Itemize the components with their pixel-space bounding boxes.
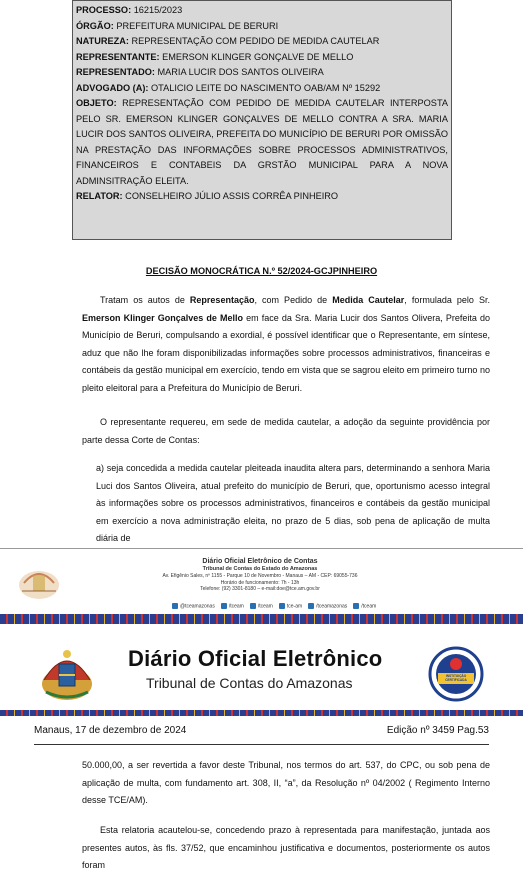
band-gap: [0, 624, 523, 629]
row-natureza: NATUREZA: REPRESENTAÇÃO COM PEDIDO DE MEDIDA CAUTELAR: [76, 36, 380, 46]
paragraph-3: 50.000,00, a ser revertida a favor deste Tribunal, nos termos do art. 537, do CPC, ou sob pena de aplicação de multa, com fundamento art. 308, II, “a”, da Resolução nº 04/2002 ( Regimento Interno desse TCE/AM).: [82, 760, 490, 805]
linkedin-link[interactable]: /tceam: [353, 603, 376, 609]
page-footer: [0, 548, 523, 607]
edition-date: Manaus, 17 de dezembro de 2024: [34, 725, 187, 736]
facebook-icon: [221, 603, 227, 609]
row-processo: PROCESSO: 16215/2023: [76, 5, 183, 15]
instagram-icon: [172, 603, 178, 609]
decision-title: DECISÃO MONOCRÁTICA N.º 52/2024-GCJPINHEIRO: [145, 266, 378, 276]
youtube-link[interactable]: tce-am: [279, 603, 302, 609]
masthead-title: Diário Oficial Eletrônico: [128, 646, 383, 671]
paragraph-4: Esta relatoria acautelou-se, concedendo prazo à representada para manifestação, juntada aos presentes autos, às fls. 37/52, que encaminhou justificativa e documentos, posteriormente os autos foram: [82, 825, 490, 870]
masthead-subtitle: Tribunal de Contas do Amazonas: [146, 675, 353, 691]
paragraph-1: Tratam os autos de Representação, com Pedido de Medida Cautelar, formulada pelo Sr. Emerson Klinger Gonçalves de Mello em face da Sra. Maria Lucir dos Santos Olivera, Prefeita do Município de Beruri, compulsando a exordial, é possível identificar que o Representante, em síntese, aduz que não lhe foram disponibilizadas informações sobre processos administrativos, financeiras e contábeis da gestão municipal em exercício, tendo em vista que se sagrou eleito em primeiro turno no pleito eleitoral para a Prefeitura do Município de Beruri.: [82, 295, 491, 393]
social-links: [172, 603, 376, 609]
twitter-icon: [250, 603, 256, 609]
process-info-box: [72, 0, 452, 240]
dateline-rule: [34, 744, 489, 745]
linkedin-icon: [353, 603, 359, 609]
edition-page: Edição nº 3459 Pag.53: [386, 725, 489, 736]
row-orgao: ÓRGÃO: PREFEITURA MUNICIPAL DE BERURI: [76, 20, 279, 31]
tce-amazonas-emblem-icon: [38, 644, 96, 704]
youtube-icon: [279, 603, 285, 609]
paragraph-2: O representante requereu, em sede de medida cautelar, a adoção da seguinte providência por parte dessa Corte de Contas:: [82, 417, 490, 445]
decorative-band-bottom: [0, 710, 523, 716]
row-objeto: OBJETO: REPRESENTAÇÃO COM PEDIDO DE MEDIDA CAUTELAR INTERPOSTA PELO SR. EMERSON KLINGER GONÇALVES DE MELLO CONTRA A SRA. MARIA LUCIR DOS SANTOS OLIVEIRA, PREFEITA DO MUNICÍPIO DE BERURI POR OMISSÃO NA PRESTAÇÃO DAS INFORMAÇÕES SOBRE PROCESSOS ADMINISTRATIVOS, FINANCEIROS E CONTABEIS DA GRSTÃO MUNICIPAL PARA A NOVA ADMINSITRAÇÃO ELEITA.: [76, 98, 448, 186]
flickr-icon: [308, 603, 314, 609]
tce-emblem-small-icon: [14, 561, 64, 603]
flickr-link[interactable]: /tceamazonas: [308, 603, 347, 609]
row-representado: REPRESENTADO: MARIA LUCIR DOS SANTOS OLIVEIRA: [76, 67, 324, 77]
row-relator: RELATOR: CONSELHEIRO JÚLIO ASSIS CORRÊA PINHEIRO: [76, 191, 339, 201]
facebook-link[interactable]: /tceam: [221, 603, 244, 609]
twitter-link[interactable]: /tceam: [250, 603, 273, 609]
row-representante: REPRESENTANTE: EMERSON KLINGER GONÇALVE DE MELLO: [76, 51, 354, 62]
instagram-link[interactable]: @tceamazonas: [172, 603, 215, 609]
footer-text: Diário Oficial Eletrônico de Contas Tribunal de Contas do Estado do Amazonas Av. Efigênio Sales, nº 1155 - Parque 10 de Novembro - Manaus – AM - CEP: 69055-736 Horário de funcionamento: 7h - 13h Telefone: (92) 3301-8180 – e-mail:doe@tce.am.gov.br: [162, 558, 358, 593]
row-advogado: ADVOGADO (A): OTALICIO LEITE DO NASCIMENTO OAB/AM Nº 15292: [76, 82, 381, 93]
masthead: [0, 640, 523, 710]
decorative-band-top: [0, 614, 523, 624]
quote-a: a) seja concedida a medida cautelar pleiteada inaudita altera pars, determinando a senhora Maria Luci dos Santos Oliveira, atual prefeito do município de Beruri, que, oportunismo acesso integral às informações sobre os processos administrativos, financeiros e contábeis da gestão municipal em exercício a nova administração eleita, no prazo de 5 dias, sob pena de aplicação de multa diária de: [96, 463, 490, 543]
seal-text: INSTITUIÇÃO CERTIFICADA: [445, 674, 467, 682]
